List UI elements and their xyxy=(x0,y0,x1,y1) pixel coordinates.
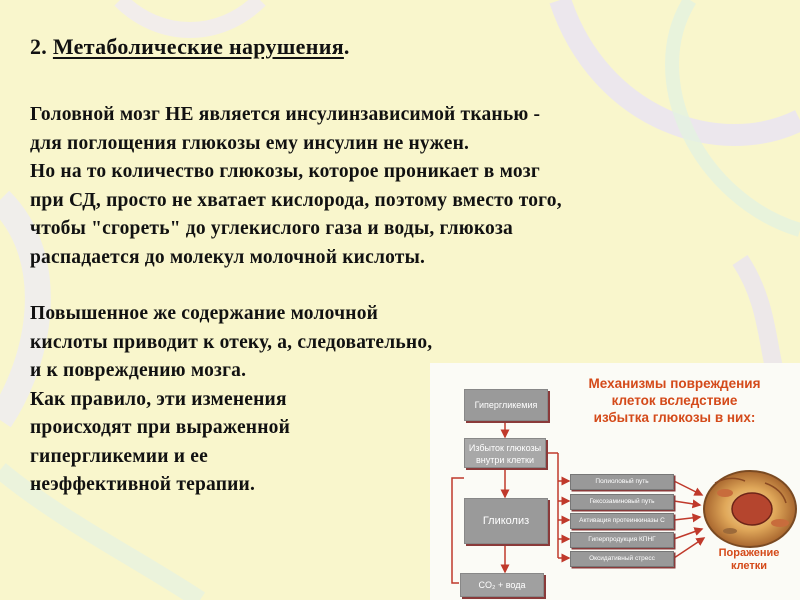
paragraph-line: и к повреждению мозга. xyxy=(30,360,247,381)
slide-title xyxy=(30,34,350,60)
pathway-hexosamine: Гексозаминовый путь xyxy=(570,494,674,510)
paragraph-line: неэффективной терапии. xyxy=(30,474,256,495)
paragraph-line: при СД, просто не хватает кислорода, поэтому вместо того, xyxy=(30,189,562,211)
paragraph-line: гипергликемии и ее xyxy=(30,445,208,467)
slide-title-number: 2. xyxy=(30,34,53,59)
diagram-title xyxy=(552,375,797,426)
paragraph-line: чтобы "сгореть" до углекислого газа и воды, глюкоза xyxy=(30,218,513,239)
paragraph-lactic-acid xyxy=(30,300,432,500)
cell-damage-label xyxy=(714,547,784,573)
diagram-title-line: клеток вследствие xyxy=(611,393,738,408)
co2-water-box: CO₂ + вода xyxy=(460,573,544,597)
paragraph-line: кислоты приводит к отеку, а, следовательно, xyxy=(30,331,433,353)
excess-glucose-line: Избыток глюкозы xyxy=(468,443,542,453)
excess-glucose-box xyxy=(464,438,546,468)
pathway-polyol: Полиоловый путь xyxy=(570,474,674,490)
slide-title-dot: . xyxy=(343,34,350,59)
diagram-title-line: избытка глюкозы в них: xyxy=(593,410,756,425)
cell-damage-label-line: Поражение xyxy=(718,547,780,559)
hyperglycemia-box: Гипергликемия xyxy=(464,389,548,421)
paragraph-line: Повышенное же содержание молочной xyxy=(30,303,379,324)
glycolysis-box: Гликолиз xyxy=(464,498,548,544)
paragraph-line: Но на то количество глюкозы, которое проникает в мозг xyxy=(30,161,540,182)
slide-title-text: Метаболические нарушения xyxy=(52,34,344,59)
excess-glucose-line: внутри клетки xyxy=(476,455,534,465)
paragraph-line: происходят при выраженной xyxy=(30,417,291,438)
cell-damage-label-line: клетки xyxy=(730,560,768,572)
pathway-pkc-activation: Активация протеинкиназы С xyxy=(570,513,674,529)
paragraph-line: распадается до молекул молочной кислоты. xyxy=(30,246,426,268)
paragraph-line: Как правило, эти изменения xyxy=(30,388,287,410)
paragraph-insulin-independence xyxy=(30,101,562,272)
diagram-title-line: Механизмы повреждения xyxy=(588,376,761,391)
damaged-cell-icon xyxy=(704,471,796,547)
paragraph-line: Головной мозг НЕ является инсулинзависимой тканью - xyxy=(30,104,541,125)
pathway-oxidative-stress: Оксидативный стресс xyxy=(570,551,674,567)
glucose-damage-diagram xyxy=(430,363,800,600)
pathway-age-overproduction: Гиперпродукция КПНГ xyxy=(570,532,674,548)
paragraph-line: для поглощения глюкозы ему инсулин не нужен. xyxy=(30,132,470,154)
